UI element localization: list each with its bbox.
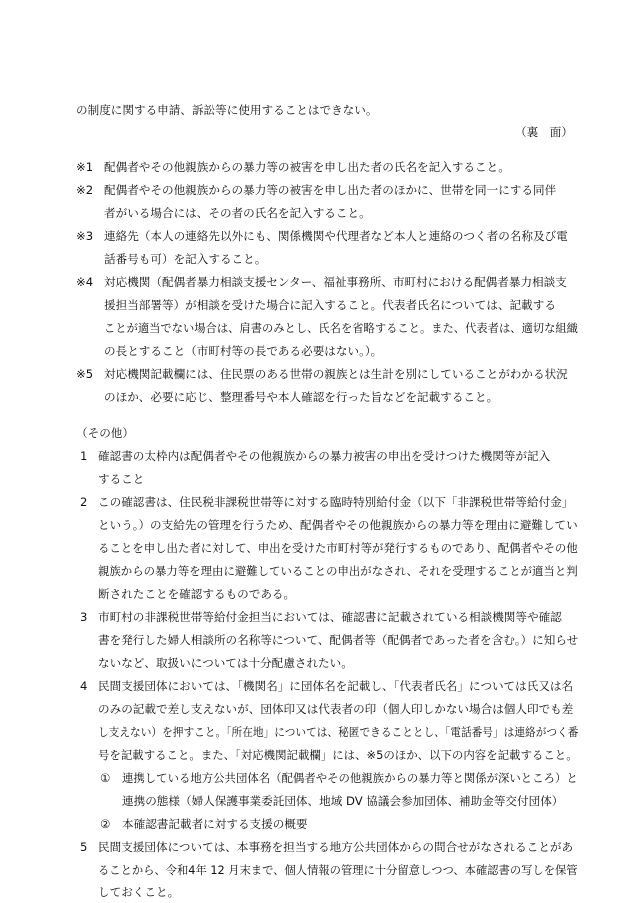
item-line: 号を記載すること。また、「対応機関記載欄」には、※5のほか、以下の内容を記載すること。	[98, 748, 578, 762]
item-line: ることを申し出た者に対して、申出を受けた市町村等が発行するものであり、配偶者やその他	[98, 541, 578, 555]
note-line: の長とすること（市町村等の長である必要はない。）。	[104, 344, 383, 358]
item-line: ないなど、取扱いについては十分配慮されたい。	[98, 656, 353, 670]
item-line: しておくこと。	[98, 885, 180, 899]
note-line: 話番号も可）を記入すること。	[104, 252, 267, 266]
item-line: 民間支援団体においては、「機関名」に団体名を記載し、「代表者氏名」については氏又は名	[98, 679, 574, 693]
item-line: し支えない）を押すこと。「所在地」については、秘匿できることとし、「電話番号」は連絡がつく番	[98, 725, 579, 739]
note-line: 連絡先（本人の連絡先以外にも、関係機関や代理者など本人と連絡のつく者の名称及び電	[104, 229, 568, 243]
note-line: 対応機関（配偶者暴力相談支援センター、福祉事務所、市町村における配偶者暴力相談支	[104, 275, 567, 289]
item-line: のみの記載で差し支えないが、団体印又は代表者の印（個人印しかない場合は個人印でも差	[98, 702, 574, 716]
sub-item-number: ②	[100, 817, 111, 831]
note-line: ことが適当でない場合は、肩書のみとし、氏名を省略すること。また、代表者は、適切な組織	[104, 321, 578, 335]
note-line: 援担当部署等）が相談を受けた場合に記入すること。代表者氏名については、記載する	[104, 298, 556, 312]
note-line: のほか、必要に応じ、整理番号や本人確認を行った旨などを記載すること。	[104, 390, 499, 404]
item-number: 4	[80, 679, 88, 693]
note-mark: ※3	[76, 229, 94, 243]
back-side-label: （裏 面）	[515, 125, 573, 139]
note-mark: ※1	[76, 160, 94, 174]
item-line: すること	[98, 472, 145, 486]
note-line: 者がいる場合には、その者の氏名を記入すること。	[104, 206, 371, 220]
continuation-text: の制度に関する申請、訴訟等に使用することはできない。	[76, 103, 378, 117]
item-line: この確認書は、住民税非課税世帯等に対する臨時特別給付金（以下「非課税世帯等給付金」	[98, 495, 574, 509]
item-number: 1	[80, 449, 88, 463]
item-line: 親族からの暴力等を理由に避難していることの申出がなされ、それを受理することが適当と判	[98, 564, 578, 578]
sub-item-line: 本確認書記載者に対する支援の概要	[122, 817, 308, 831]
sub-item-number: ①	[100, 771, 111, 785]
item-line: ることから、令和4年 12 月末まで、個人情報の管理に十分留意しつつ、本確認書の写しを保管	[98, 863, 578, 877]
item-line: 書を発行した婦人相談所の名称等について、配偶者等（配偶者であった者を含む。）に知らせ	[98, 633, 579, 647]
item-line: という。）の支給先の管理を行うため、配偶者やその他親族からの暴力等を理由に避難してい	[98, 518, 578, 532]
note-line: 配偶者やその他親族からの暴力等の被害を申し出た者のほかに、世帯を同一にする同伴	[104, 183, 557, 197]
item-number: 5	[80, 840, 88, 854]
item-line: 断されたことを確認するものである。	[98, 587, 296, 601]
item-line: 確認書の太枠内は配偶者やその他親族からの暴力被害の申出を受けつけた機関等が記入	[98, 449, 551, 463]
note-mark: ※5	[76, 367, 94, 381]
note-mark: ※2	[76, 183, 94, 197]
other-heading: （その他）	[76, 426, 134, 440]
item-number: 3	[80, 610, 88, 624]
sub-item-line: 連携の態様（婦人保護事業委託団体、地域 DV 協議会参加団体、補助金等交付団体）	[122, 794, 564, 808]
note-mark: ※4	[76, 275, 94, 289]
note-line: 配偶者やその他親族からの暴力等の被害を申し出た者の氏名を記入すること。	[104, 160, 510, 174]
item-line: 民間支援団体については、本事務を担当する地方公共団体からの問合せがなされることがあ	[98, 840, 574, 854]
item-number: 2	[80, 495, 88, 509]
sub-item-line: 連携している地方公共団体名（配偶者やその他親族からの暴力等と関係が深いところ）と	[122, 771, 578, 785]
note-line: 対応機関記載欄には、住民票のある世帯の親族とは生計を別にしていることがわかる状況	[104, 367, 568, 381]
item-line: 市町村の非課税世帯等給付金担当においては、確認書に記載されている相談機関等や確認	[98, 610, 562, 624]
